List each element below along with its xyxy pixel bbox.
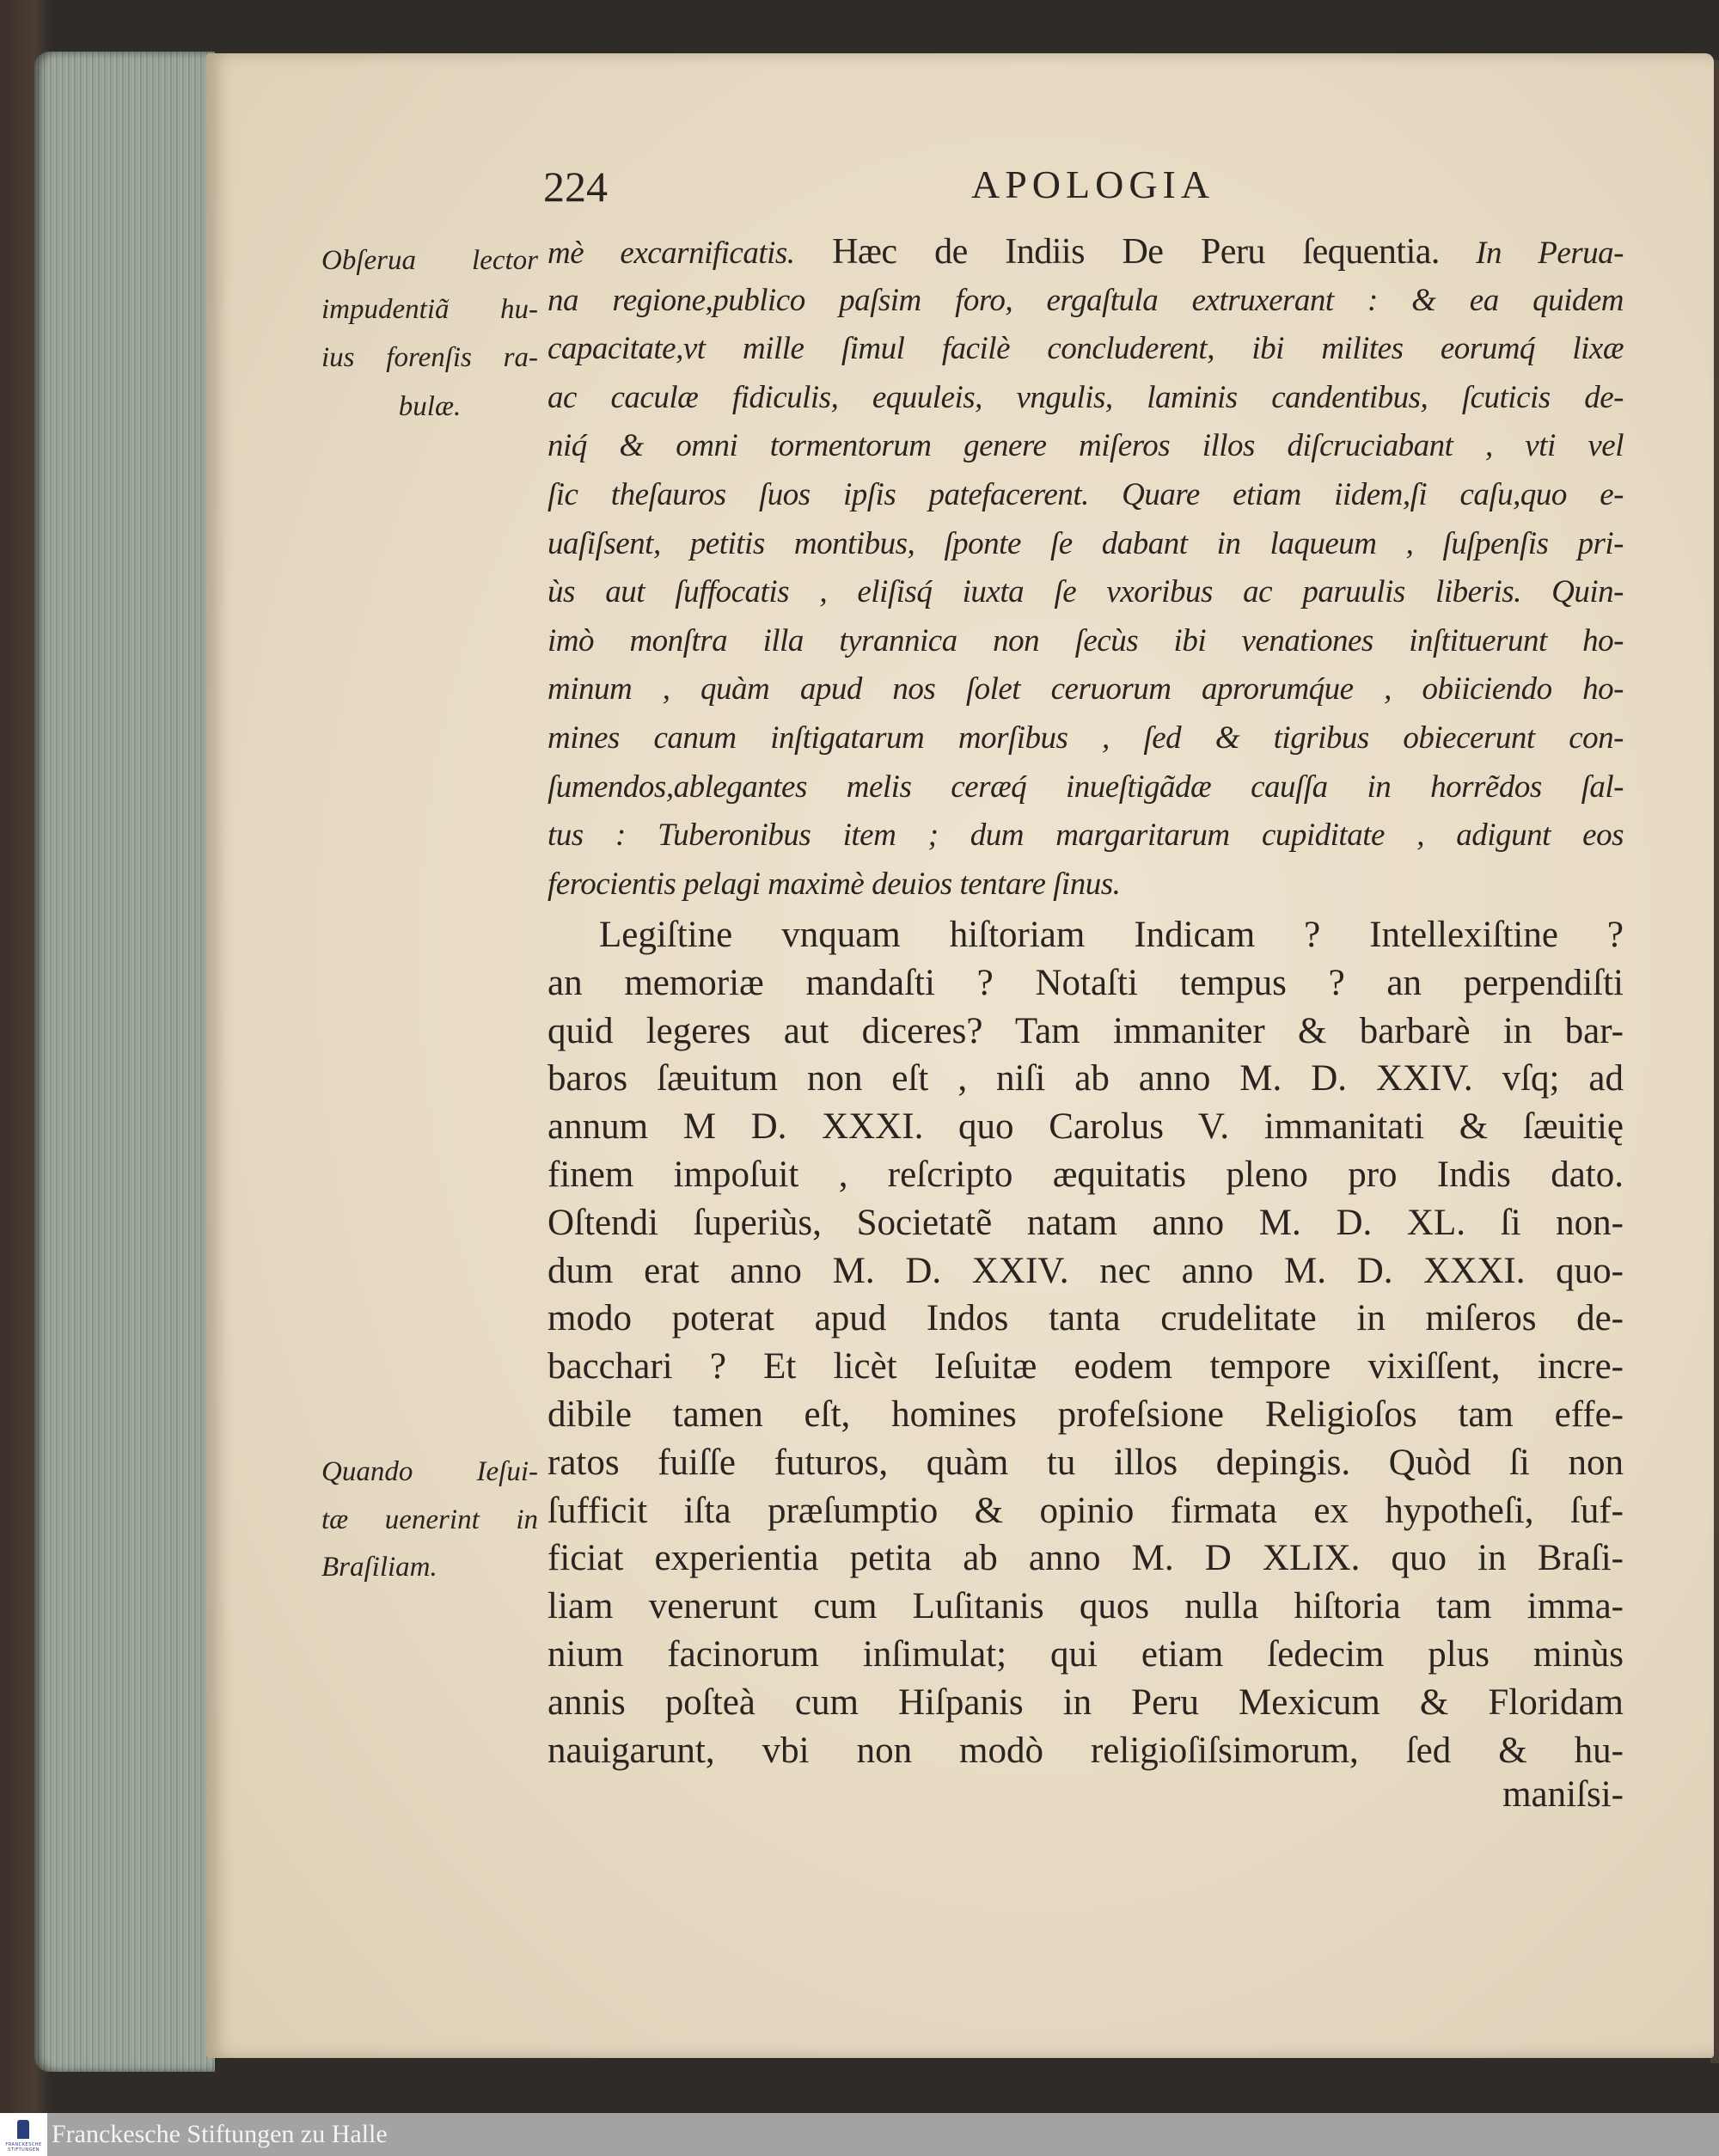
institution-logo: [0, 2113, 47, 2156]
margin-note-line: ius forenſis ra-: [321, 342, 538, 374]
text-line: modo poterat apud Indos tanta crudelitate in miſeros de-: [548, 1298, 1624, 1339]
text-line: imò monſtra illa tyrannica non ſecùs ibi venationes inſtituerunt ho-: [548, 622, 1624, 658]
text-line: bacchari ? Et licèt Ieſuitæ eodem tempore vixiſſent, incre-: [548, 1346, 1624, 1387]
text-line: [548, 228, 1624, 276]
roman-text: Hæc de Indiis De Peru ſequentia.: [794, 232, 1440, 272]
text-line: na regione,publico paſsim foro, ergaſtula extruxerant : & ea quidem: [548, 282, 1624, 318]
text-line: tus : Tuberonibus item ; dum margaritarum cupiditate , adigunt eos: [548, 818, 1624, 854]
catchword: maniſsi-: [1502, 1774, 1624, 1816]
text-line: an memoriæ mandaſti ? Notaſti tempus ? an perpendiſti: [548, 962, 1624, 1003]
text-line: nium facinorum inſimulat; qui etiam ſedecim plus minùs: [548, 1634, 1624, 1675]
text-line: annum M D. XXXI. quo Carolus V. immanitati & ſæuitię: [548, 1106, 1624, 1148]
text-line: dum erat anno M. D. XXIV. nec anno M. D. XXXI. quo-: [548, 1250, 1624, 1291]
text-line: ferocientis pelagi maximè deuios tentare ſinus.: [548, 866, 1121, 902]
text-line: niq́ & omni tormentorum genere miſeros illos diſcruciabant , vti vel: [548, 428, 1624, 464]
text-line: ùs aut ſuffocatis , eliſisq́ iuxta ſe vxoribus ac paruulis liberis. Quin-: [548, 574, 1624, 610]
text-line: dibile tamen eſt, homines profeſsione Religioſos tam effe-: [548, 1394, 1624, 1435]
text-line: ſumendos,ablegantes melis ceræq́ inueſtigãdæ cauſſa in horrẽdos ſal-: [548, 769, 1624, 805]
text-line: capacitate,vt mille ſimul facilè concluderent, ibi milites eorumq́ lixæ: [548, 331, 1624, 367]
page-number: 224: [543, 162, 608, 211]
text-line: minum , quàm apud nos ſolet ceruorum aprorumq́ue , obiiciendo ho-: [548, 671, 1624, 707]
italic-text: mè excarnificatis.: [548, 236, 795, 271]
text-line: liam venerunt cum Luſitanis quos nulla hiſtoria tam imma-: [548, 1586, 1624, 1627]
margin-note-line: impudentiã hu-: [321, 293, 538, 325]
text-line: ſic theſauros ſuos ipſis patefacerent. Quare etiam iidem,ſi caſu,quo e-: [548, 477, 1624, 512]
text-line: Legiſtine vnquam hiſtoriam Indicam ? Intellexiſtine ?: [599, 915, 1624, 955]
text-line: quid legeres aut diceres? Tam immaniter & barbarè in bar-: [548, 1010, 1624, 1051]
text-line: Oſtendi ſuperiùs, Societatẽ natam anno M. D. XL. ſi non-: [548, 1202, 1624, 1243]
logo-figure-icon: [17, 2120, 29, 2139]
text-line: ſufficit iſta præſumptio & opinio firmata ex hypotheſi, ſuf-: [548, 1490, 1624, 1531]
margin-note-line: Quando Ieſui-: [321, 1455, 538, 1487]
footer-bar: [0, 2113, 1719, 2156]
margin-note-line: Obſerua lector: [321, 245, 538, 276]
text-line: finem impoſuit , reſcripto æquitatis pleno pro Indis dato.: [548, 1155, 1624, 1195]
text-line: uaſiſsent, petitis montibus, ſponte ſe dabant in laqueum , ſuſpenſis pri-: [548, 525, 1624, 561]
text-line: baros ſæuitum non eſt , niſi ab anno M. D. XXIV. vſq; ad: [548, 1058, 1624, 1099]
logo-text: FRANCKESCHE STIFTUNGEN: [5, 2142, 42, 2153]
running-head: APOLOGIA: [971, 162, 1215, 206]
margin-note-line: bulæ.: [398, 390, 462, 422]
text-line: ficiat experientia petita ab anno M. D XLIX. quo in Braſi-: [548, 1538, 1624, 1579]
text-line: nauigarunt, vbi non modò religioſiſsimorum, ſed & hu-: [548, 1730, 1624, 1771]
text-line: mines canum inſtigatarum morſibus , ſed & tigribus obiecerunt con-: [548, 720, 1624, 756]
book-page-edges: [34, 52, 215, 2072]
institution-name: Franckesche Stiftungen zu Halle: [52, 2120, 388, 2148]
margin-note-line: Braſiliam.: [321, 1552, 437, 1583]
text-line: ac caculæ fidiculis, equuleis, vngulis, laminis candentibus, ſcuticis de-: [548, 379, 1624, 415]
text-line: annis poſteà cum Hiſpanis in Peru Mexicum & Floridam: [548, 1681, 1624, 1723]
italic-text: In Perua-: [1439, 236, 1624, 271]
margin-note-line: tæ uenerint in: [321, 1504, 538, 1535]
text-line: ratos fuiſſe futuros, quàm tu illos depingis. Quòd ſi non: [548, 1442, 1624, 1483]
